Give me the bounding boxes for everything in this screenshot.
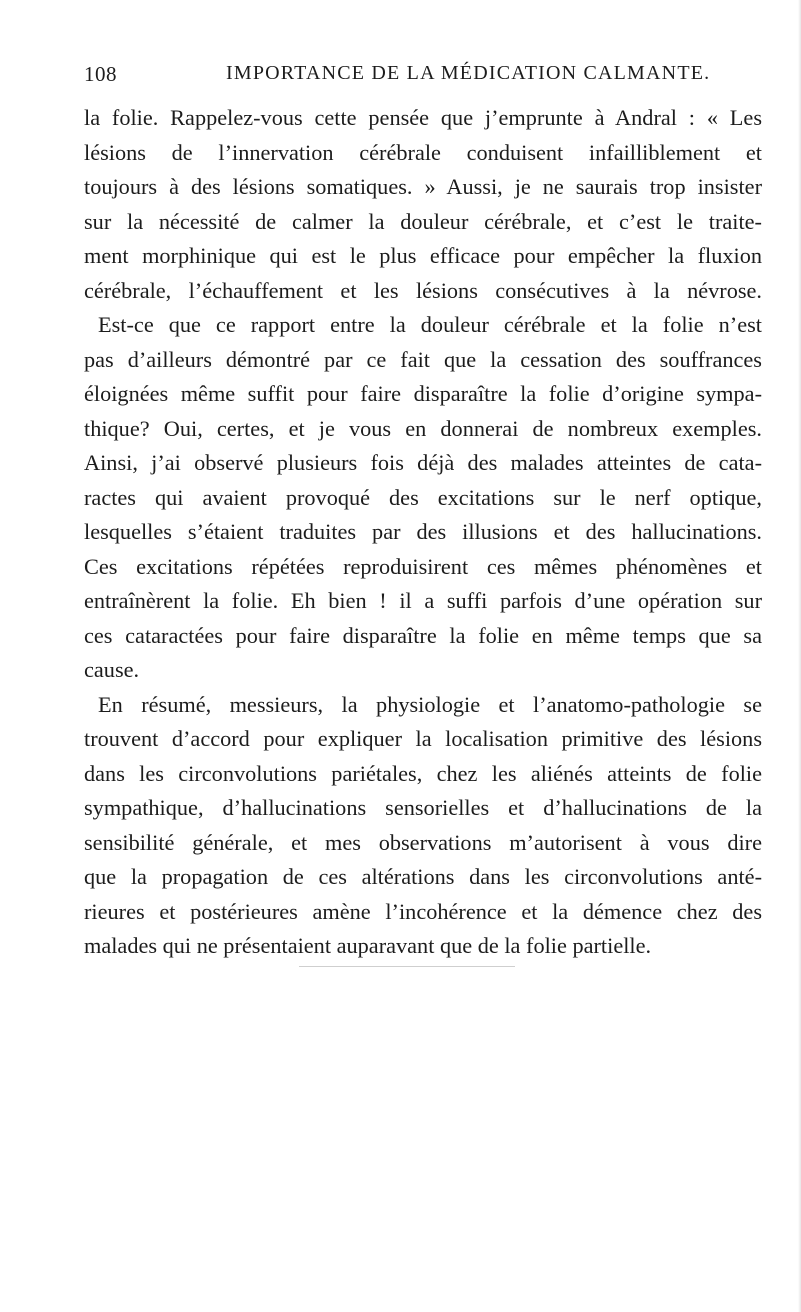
text-line: cause. <box>84 657 140 682</box>
text-line: entraînèrent la folie. Eh bien ! il a suffi parfois d’une opération sur <box>84 588 762 613</box>
text-line: lésions de l’innervation cérébrale conduisent infailliblement et <box>84 139 762 165</box>
text-line: sensibilité générale, et mes observations m’autorisent à vous dire <box>84 829 762 855</box>
page-number: 108 <box>84 62 117 86</box>
text-line: rieures et postérieures amène l’incohérence et la démence chez des <box>84 898 762 924</box>
text-line: la folie. Rappelez-vous cette pensée que j’emprunte à Andral : « Les <box>84 105 762 130</box>
text-line: Ainsi, j’ai observé plusieurs fois déjà des malades atteintes de cata- <box>84 450 762 475</box>
text-line: En résumé, messieurs, la physiologie et l’anatomo-pathologie se <box>98 691 762 717</box>
text-line: thique? Oui, certes, et je vous en donnerai de nombreux exemples. <box>84 415 762 441</box>
text-line: cérébrale, l’échauffement et les lésions consécutives à la névrose. <box>84 277 762 303</box>
text-line: Ces excitations répétées reproduisirent ces mêmes phénomènes et <box>84 553 762 579</box>
text-line: ment morphinique qui est le plus efficace pour empêcher la fluxion <box>84 243 762 268</box>
text-line: que la propagation de ces altérations dans les circonvolutions anté- <box>84 864 762 889</box>
text-line: trouvent d’accord pour expliquer la localisation primitive des lésions <box>84 726 762 751</box>
text-line: pas d’ailleurs démontré par ce fait que la cessation des souffrances <box>84 346 762 372</box>
text-line: Est-ce que ce rapport entre la douleur cérébrale et la folie n’est <box>98 312 762 337</box>
text-line: éloignées même suffit pour faire disparaître la folie d’origine sympa- <box>84 381 762 406</box>
body-text <box>84 101 762 964</box>
text-line: sympathique, d’hallucinations sensorielles et d’hallucinations de la <box>84 795 762 820</box>
running-head: IMPORTANCE DE LA MÉDICATION CALMANTE. <box>226 62 711 84</box>
text-line: lesquelles s’étaient traduites par des illusions et des hallucinations. <box>84 519 762 544</box>
text-line: ractes qui avaient provoqué des excitations sur le nerf optique, <box>84 484 762 510</box>
text-line: toujours à des lésions somatiques. » Aussi, je ne saurais trop insister <box>84 174 762 199</box>
page-header <box>84 62 760 92</box>
faint-rule <box>299 966 515 967</box>
text-line: sur la nécessité de calmer la douleur cérébrale, et c’est le traite- <box>84 208 762 234</box>
text-line: ces cataractées pour faire disparaître la folie en même temps que sa <box>84 622 762 648</box>
text-line: dans les circonvolutions pariétales, chez les aliénés atteints de folie <box>84 760 762 786</box>
text-line: malades qui ne présentaient auparavant que de la folie partielle. <box>84 933 652 958</box>
